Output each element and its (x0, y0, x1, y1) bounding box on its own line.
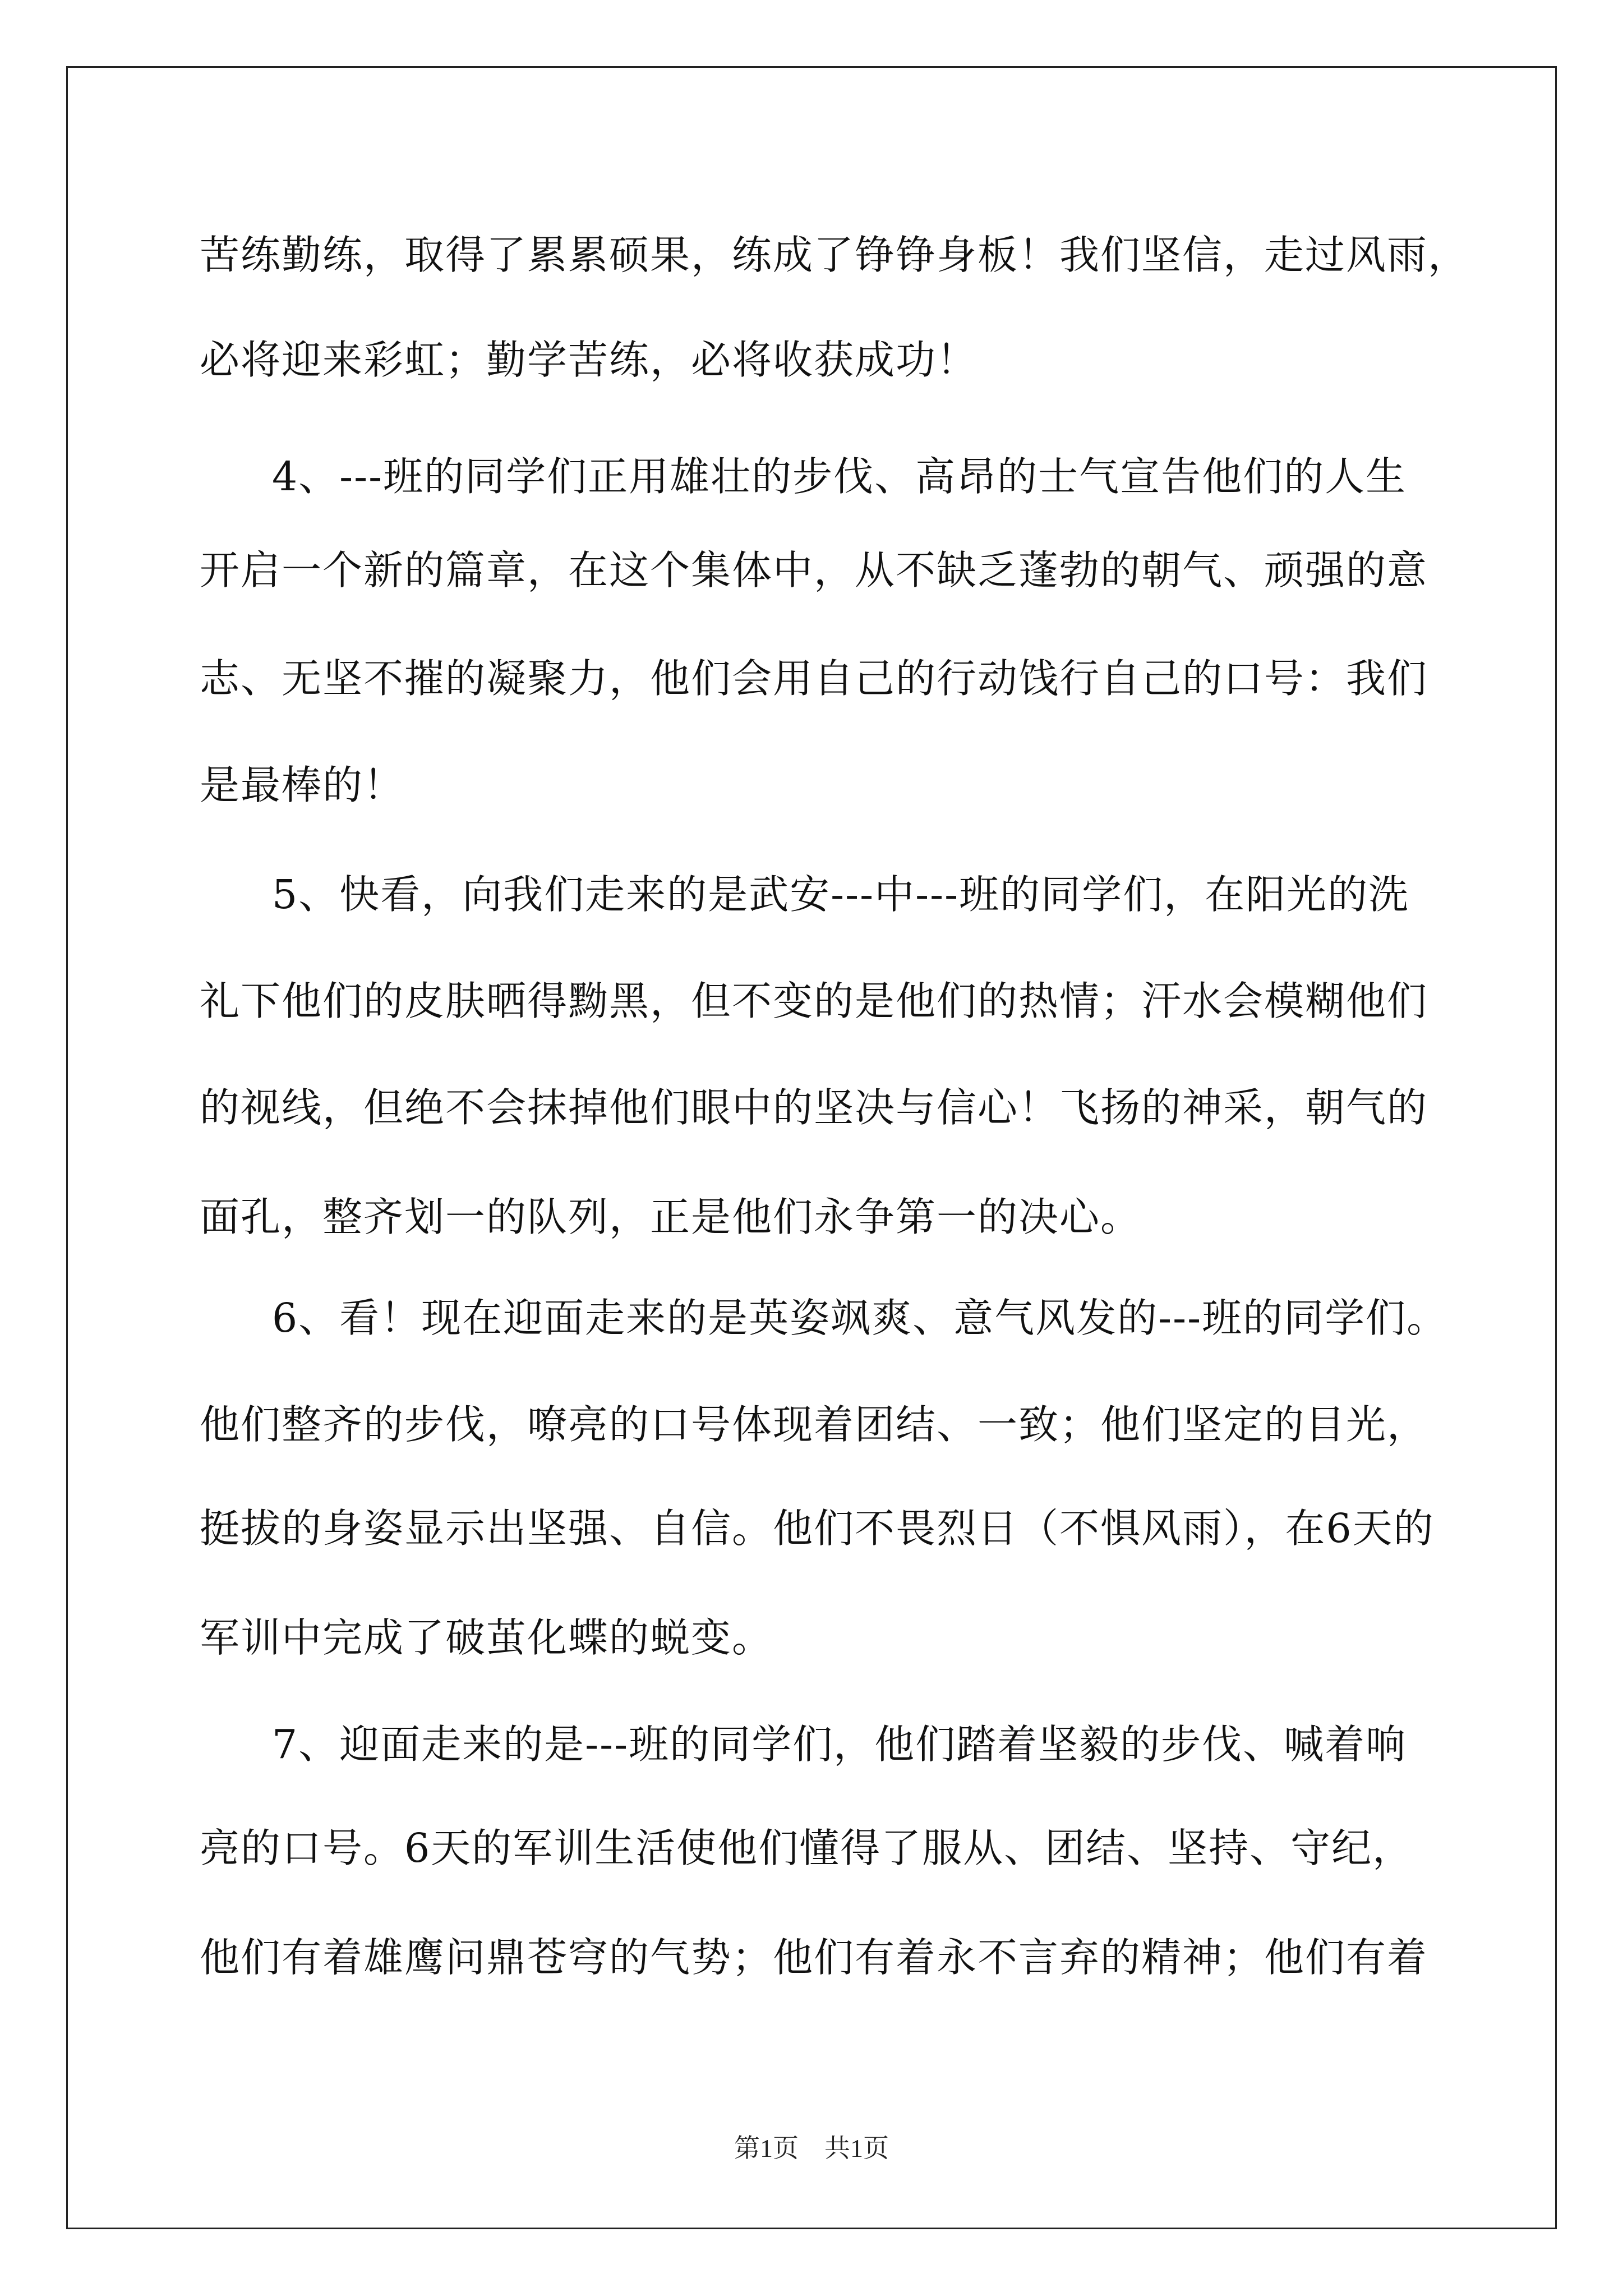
body-text-line: 苦练勤练，取得了累累硕果，练成了铮铮身板！我们坚信，走过风雨， (200, 232, 1469, 278)
body-text-line: 志、无坚不摧的凝聚力，他们会用自己的行动饯行自己的口号：我们 (200, 655, 1428, 702)
body-text-line: 礼下他们的皮肤晒得黝黑，但不变的是他们的热情；汗水会模糊他们 (200, 978, 1428, 1024)
body-text-line: 必将迎来彩虹；勤学苦练，必将收获成功！ (200, 337, 978, 383)
body-text-line: 的视线，但绝不会抹掉他们眼中的坚决与信心！飞扬的神采，朝气的 (200, 1084, 1428, 1131)
body-text-line: 5、快看，向我们走来的是武安---中---班的同学们，在阳光的洗 (231, 871, 1410, 918)
body-text-line: 7、迎面走来的是---班的同学们，他们踏着坚毅的步伐、喊着响 (231, 1721, 1407, 1768)
body-text-line: 4、---班的同学们正用雄壮的步伐、高昂的士气宣告他们的人生 (231, 453, 1407, 500)
body-text-line: 面孔，整齐划一的队列，正是他们永争第一的决心。 (200, 1194, 1142, 1240)
body-text-line: 军训中完成了破茧化蝶的蜕变。 (200, 1614, 773, 1661)
body-text-line: 他们有着雄鹰问鼎苍穹的气势；他们有着永不言弃的精神；他们有着 (200, 1934, 1428, 1981)
body-text-line: 开启一个新的篇章，在这个集体中，从不缺乏蓬勃的朝气、顽强的意 (200, 547, 1428, 593)
body-text-line: 挺拔的身姿显示出坚强、自信。他们不畏烈日（不惧风雨），在6天的 (200, 1505, 1435, 1552)
body-text-line: 他们整齐的步伐，嘹亮的口号体现着团结、一致；他们坚定的目光， (200, 1401, 1428, 1448)
page-border (66, 66, 1557, 2229)
body-text-line: 亮的口号。6天的军训生活使他们懂得了服从、团结、坚持、守纪， (200, 1825, 1414, 1871)
body-text-line: 6、看！现在迎面走来的是英姿飒爽、意气风发的---班的同学们。 (231, 1295, 1448, 1341)
page-footer: 第1页 共1页 (734, 2134, 889, 2162)
body-text-line: 是最棒的！ (200, 762, 405, 808)
